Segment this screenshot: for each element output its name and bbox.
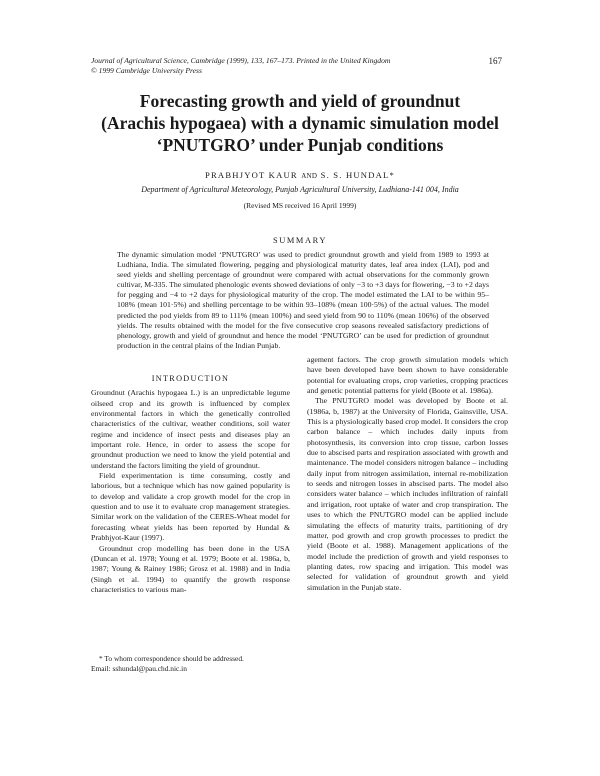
introduction-heading: INTRODUCTION	[151, 374, 230, 383]
intro-paragraph-3: Groundnut crop modelling has been done in the USA (Duncan et al. 1978; Young et al. 1979; Boote et al. 1986a, b, 1987; Young & Rainey 1986; Grosz et al. 1988) and in India (Singh et al. 1994) to quantify the growth response characteristics to various man-	[91, 543, 290, 594]
correspondence-footnote	[91, 654, 301, 673]
author-1: PRABHJYOT KAUR	[205, 170, 298, 180]
title-line-1: Forecasting growth and yield of groundnut	[139, 91, 461, 111]
intro-paragraph-5: The PNUTGRO model was developed by Boote et al. (1986a, b, 1987) at the University of Florida, Gainsville, USA. This is a physiologically based crop model. It considers the crop carbon balance – which includes daily inputs from photosynthesis, its conversion into crop tissue, carbon losses due to abscised parts and respiration associated with growth and maintenance. The model considers nitrogen balance – including daily input from nitrogen assimilation, internal re-mobilization to seeds and nitrogen losses in abscised parts. The model also considers water balance – which includes infiltration of rainfall and irrigation, root uptake of water and crop transpiration. The uses to which the PNUTGRO model can be applied include simulating the effects of maturity traits, partitioning of dry matter, pod growth and crop growth processes to predict the yield (Boote et al. 1988). Management applications of the model include the prediction of growth and yield responses to planting dates, row spacing and irrigation. This model was selected for validation of groundnut growth and yield simulation in the Punjab state.	[307, 396, 508, 592]
author-list	[60, 170, 540, 180]
author-conjunction: AND	[301, 172, 318, 180]
journal-citation: Journal of Agricultural Science, Cambridge (1999), 133, 167–173. Printed in the United Kingdom	[91, 56, 391, 65]
intro-paragraph-4: agement factors. The crop growth simulation models which have been developed have been shown to have considerable potential for evaluating crops, crop varieties, cropping practices and genetic potential patterns for yield (Boote et al. 1986a).	[307, 355, 508, 396]
page-number: 167	[488, 56, 502, 66]
left-column	[91, 374, 290, 595]
right-column	[307, 355, 508, 593]
article-title	[60, 90, 540, 156]
author-2: S. S. HUNDAL*	[320, 170, 395, 180]
summary-text: The dynamic simulation model ‘PNUTGRO’ was used to predict groundnut growth and yield from 1989 to 1993 at Ludhiana, India. The simulated flowering, pegging and physiological maturity dates, leaf area index (LAI), pod and seed yields and shelling percentage of groundnut were compared with actual observations for the commonly grown cultivar, M-335. The simulated phenologic events showed deviations of only −3 to +3 days for flowering, −3 to +2 days for pegging and −4 to +2 days for physiological maturity of the crop. The model estimated the LAI to be within 95–108% (mean 101·5%) and shelling percentage to be within 93–108% (mean 100·5%) of the actual values. The model predicted the pod yields from 89 to 111% (mean 100%) and seed yield from 90 to 110% (mean 106%) of the observed yields. The results obtained with the model for the five consecutive crop seasons revealed satisfactory predictions of phenology, growth and yield of groundnut and hence the model ‘PNUTGRO’ can be used for prediction of groundnut production in the central plains of the Indian Punjab.	[117, 250, 489, 350]
intro-paragraph-1: Groundnut (Arachis hypogaea L.) is an unpredictable legume oilseed crop and its growth is influenced by complex environmental factors in which the genetically controlled characteristics of the cultivar, weather conditions, soil water regime and incidence of insect pests and diseases play an important role. Hence, in order to assess the scope for groundnut production we need to know the yield potential and understand the factors limiting the yield of groundnut.	[91, 388, 290, 470]
title-line-2: (Arachis hypogaea) with a dynamic simulation model	[101, 113, 499, 133]
running-header	[91, 56, 471, 76]
affiliation: Department of Agricultural Meteorology, Punjab Agricultural University, Ludhiana-141 004, India	[141, 185, 459, 194]
intro-paragraph-2: Field experimentation is time consuming, costly and laborious, but a technique which has now gained popularity is to develop and validate a crop growth model for the crop in question and to use it to evaluate crop management strategies. Similar work on the validation of the CERES-Wheat model for forecasting wheat yields has been reported by Hundal & Prabhjyot-Kaur (1997).	[91, 471, 290, 543]
copyright-line: © 1999 Cambridge University Press	[91, 66, 202, 75]
footnote-correspondence: * To whom correspondence should be addressed.	[99, 654, 244, 663]
title-line-3: ‘PNUTGRO’ under Punjab conditions	[156, 135, 444, 155]
footnote-email: Email: sshundal@pau.chd.nic.in	[91, 663, 187, 673]
revised-date: (Revised MS received 16 April 1999)	[243, 201, 357, 210]
summary-heading: SUMMARY	[272, 236, 328, 245]
